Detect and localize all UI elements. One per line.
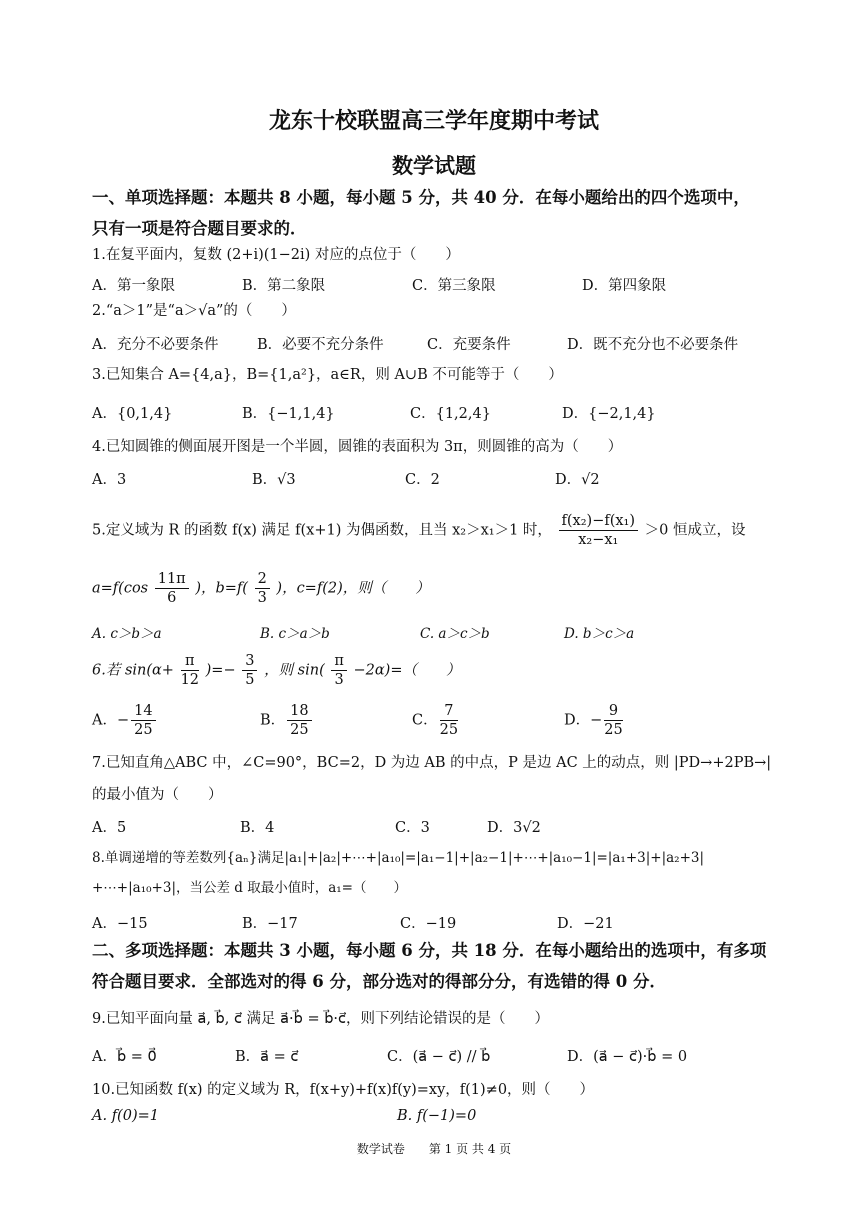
question-10-options <box>92 1108 792 1138</box>
q5-b-def: )，b=f( <box>195 580 248 597</box>
option-b: B．4 <box>240 820 275 836</box>
question-7-stem-line-1: 7.已知直角△ABC 中，∠C=90°，BC=2，D 为边 AB 的中点，P 是边 AC 上的动点，则 |PD→+2PB→| <box>92 755 772 771</box>
section-2-line-1: 二、多项选择题：本题共 3 小题，每小题 6 分，共 18 分．在每小题给出的选项中，有多项 <box>92 941 767 960</box>
question-7-options <box>92 816 792 846</box>
option-b: B. f(−1)=0 <box>397 1108 477 1124</box>
option-d: D．3√2 <box>487 820 541 836</box>
option-d: D. b＞c＞a <box>564 626 635 642</box>
option-a-numerator: 14 <box>131 702 155 721</box>
option-b: B．{−1,1,4} <box>242 406 335 422</box>
question-9-stem: 9.已知平面向量 a⃗, b⃗, c⃗ 满足 a⃗·b⃗ = b⃗·c⃗，则下列结论错误的是（ ） <box>92 1011 550 1027</box>
q5-fraction-3 <box>255 570 270 607</box>
q5-fraction-2 <box>155 570 189 607</box>
option-d: D．{−2,1,4} <box>562 406 656 422</box>
question-7-stem-line-2: 的最小值为（ ） <box>92 787 223 803</box>
option-d-label: D．− <box>564 712 603 729</box>
q5-fraction-2-denominator: 6 <box>167 590 177 606</box>
q5-text-a: 5.定义域为 R 的函数 f(x) 满足 f(x+1) 为偶函数，且当 x₂＞x₁＞1 时， <box>92 522 552 539</box>
option-d: D．第四象限 <box>582 278 667 294</box>
option-a: A．3 <box>92 472 127 488</box>
option-a-label: A．− <box>92 712 130 729</box>
question-3-stem: 3.已知集合 A={4,a}，B={1,a²}，a∈R，则 A∪B 不可能等于（ ） <box>92 367 563 383</box>
q6-fraction-1-denominator: 12 <box>180 672 200 688</box>
section-1-line-1: 一、单项选择题：本题共 8 小题，每小题 5 分，共 40 分．在每小题给出的四个选项中， <box>92 188 750 207</box>
question-6-options <box>92 702 792 748</box>
q6-fraction-1-numerator: π <box>181 652 199 671</box>
q6-fraction-2 <box>242 652 257 689</box>
exam-subtitle: 数学试题 <box>392 153 476 178</box>
q6-text-c: ，则 sin( <box>264 662 325 679</box>
option-d-numerator: 9 <box>604 702 622 721</box>
option-c: C．{1,2,4} <box>410 406 491 422</box>
option-b: B．√3 <box>252 472 296 488</box>
question-10-stem: 10.已知函数 f(x) 的定义域为 R，f(x+y)+f(x)f(y)=xy，f(1)≠0，则（ ） <box>92 1082 595 1098</box>
question-6-stem <box>92 652 792 689</box>
option-a: A．第一象限 <box>92 278 175 294</box>
option-c: C. a＞c＞b <box>420 626 490 642</box>
option-c-numerator: 7 <box>440 702 458 721</box>
option-b: B．必要不充分条件 <box>257 337 384 353</box>
option-a-denominator: 25 <box>134 722 153 738</box>
question-2-options <box>92 333 792 363</box>
q5-c-def: )，c=f(2)，则（ ） <box>276 580 430 597</box>
q6-fraction-3-denominator: 3 <box>334 672 344 688</box>
option-b-denominator: 25 <box>290 722 309 738</box>
question-2-stem: 2.“a＞1”是“a＞√a”的（ ） <box>92 303 296 319</box>
q5-text-b: ＞0 恒成立，设 <box>644 522 746 539</box>
section-2-heading <box>92 935 782 997</box>
option-d: D．既不充分也不必要条件 <box>567 337 739 353</box>
option-b: B. c＞a＞b <box>260 626 330 642</box>
q6-fraction-1 <box>181 652 199 689</box>
option-b-label: B． <box>260 712 286 729</box>
q6-fraction-2-denominator: 5 <box>245 672 255 688</box>
option-c: C．第三象限 <box>412 278 496 294</box>
option-c: C．(a⃗ − c⃗) // b⃗ <box>387 1049 491 1065</box>
question-4-options <box>92 468 792 498</box>
option-a: A. f(0)=1 <box>92 1108 159 1124</box>
option-d <box>564 702 625 739</box>
q6-fraction-3 <box>331 652 347 689</box>
option-b: B．a⃗ = c⃗ <box>235 1049 299 1065</box>
question-5-stem-line-1 <box>92 512 792 549</box>
q6-text-d: −2α)=（ ） <box>353 662 461 679</box>
option-c-denominator: 25 <box>439 722 459 738</box>
question-4-stem: 4.已知圆锥的侧面展开图是一个半圆，圆锥的表面积为 3π，则圆锥的高为（ ） <box>92 439 623 455</box>
option-d: D．−21 <box>557 916 614 932</box>
question-5-options <box>92 622 792 652</box>
q5-fraction-3-numerator: 2 <box>255 570 270 589</box>
q6-fraction-2-numerator: 3 <box>242 652 257 671</box>
option-a: A．{0,1,4} <box>92 406 173 422</box>
q5-fraction-2-numerator: 11π <box>155 570 189 589</box>
q5-fraction-numerator: f(x₂)−f(x₁) <box>559 512 639 531</box>
q5-fraction-3-denominator: 3 <box>257 590 267 606</box>
option-c: C．2 <box>405 472 440 488</box>
question-1-stem: 1.在复平面内，复数 (2+i)(1−2i) 对应的点位于（ ） <box>92 247 460 263</box>
option-c-label: C． <box>412 712 438 729</box>
option-c: C．−19 <box>400 916 457 932</box>
option-d-denominator: 25 <box>604 722 623 738</box>
option-d: D．√2 <box>555 472 600 488</box>
option-d: D．(a⃗ − c⃗)·b⃗ = 0 <box>567 1049 688 1065</box>
question-8-stem-line-1: 8.单调递增的等差数列{aₙ}满足|a₁|+|a₂|+⋯+|a₁₀|=|a₁−1|+|a₂−1|+⋯+|a₁₀−1|=|a₁+3|+|a₂+3| <box>92 850 705 866</box>
option-c: C．充要条件 <box>427 337 511 353</box>
q6-text-b: )=− <box>205 662 236 679</box>
question-8-stem-line-2: +⋯+|a₁₀+3|，当公差 d 取最小值时，a₁=（ ） <box>92 880 407 896</box>
question-3-options <box>92 402 792 432</box>
option-a: A．充分不必要条件 <box>92 337 219 353</box>
q5-a-def: a=f(cos <box>92 580 149 597</box>
section-2-line-2: 符合题目要求．全部选对的得 6 分，部分选对的得部分分，有选错的得 0 分． <box>92 972 666 991</box>
question-5-stem-line-2 <box>92 570 792 607</box>
option-b <box>260 702 314 739</box>
option-b: B．第二象限 <box>242 278 326 294</box>
page-footer: 数学试卷 第 1 页 共 4 页 <box>356 1142 512 1156</box>
option-c: C．3 <box>395 820 430 836</box>
option-a: A．5 <box>92 820 127 836</box>
option-c <box>412 702 460 739</box>
option-b-numerator: 18 <box>287 702 311 721</box>
option-a: A. c＞b＞a <box>92 626 162 642</box>
exam-title: 龙东十校联盟高三学年度期中考试 <box>268 108 599 134</box>
section-1-line-2: 只有一项是符合题目要求的． <box>92 219 307 238</box>
question-9-options <box>92 1045 792 1075</box>
q5-fraction-denominator: x₂−x₁ <box>578 532 619 548</box>
q5-fraction <box>559 512 639 549</box>
option-a: A．−15 <box>92 916 148 932</box>
q6-text-a: 6.若 sin(α+ <box>92 662 174 679</box>
option-b: B．−17 <box>242 916 298 932</box>
option-a: A．b⃗ = 0⃗ <box>92 1049 157 1065</box>
section-1-heading <box>92 182 782 244</box>
option-a <box>92 702 158 739</box>
q6-fraction-3-numerator: π <box>331 652 347 671</box>
